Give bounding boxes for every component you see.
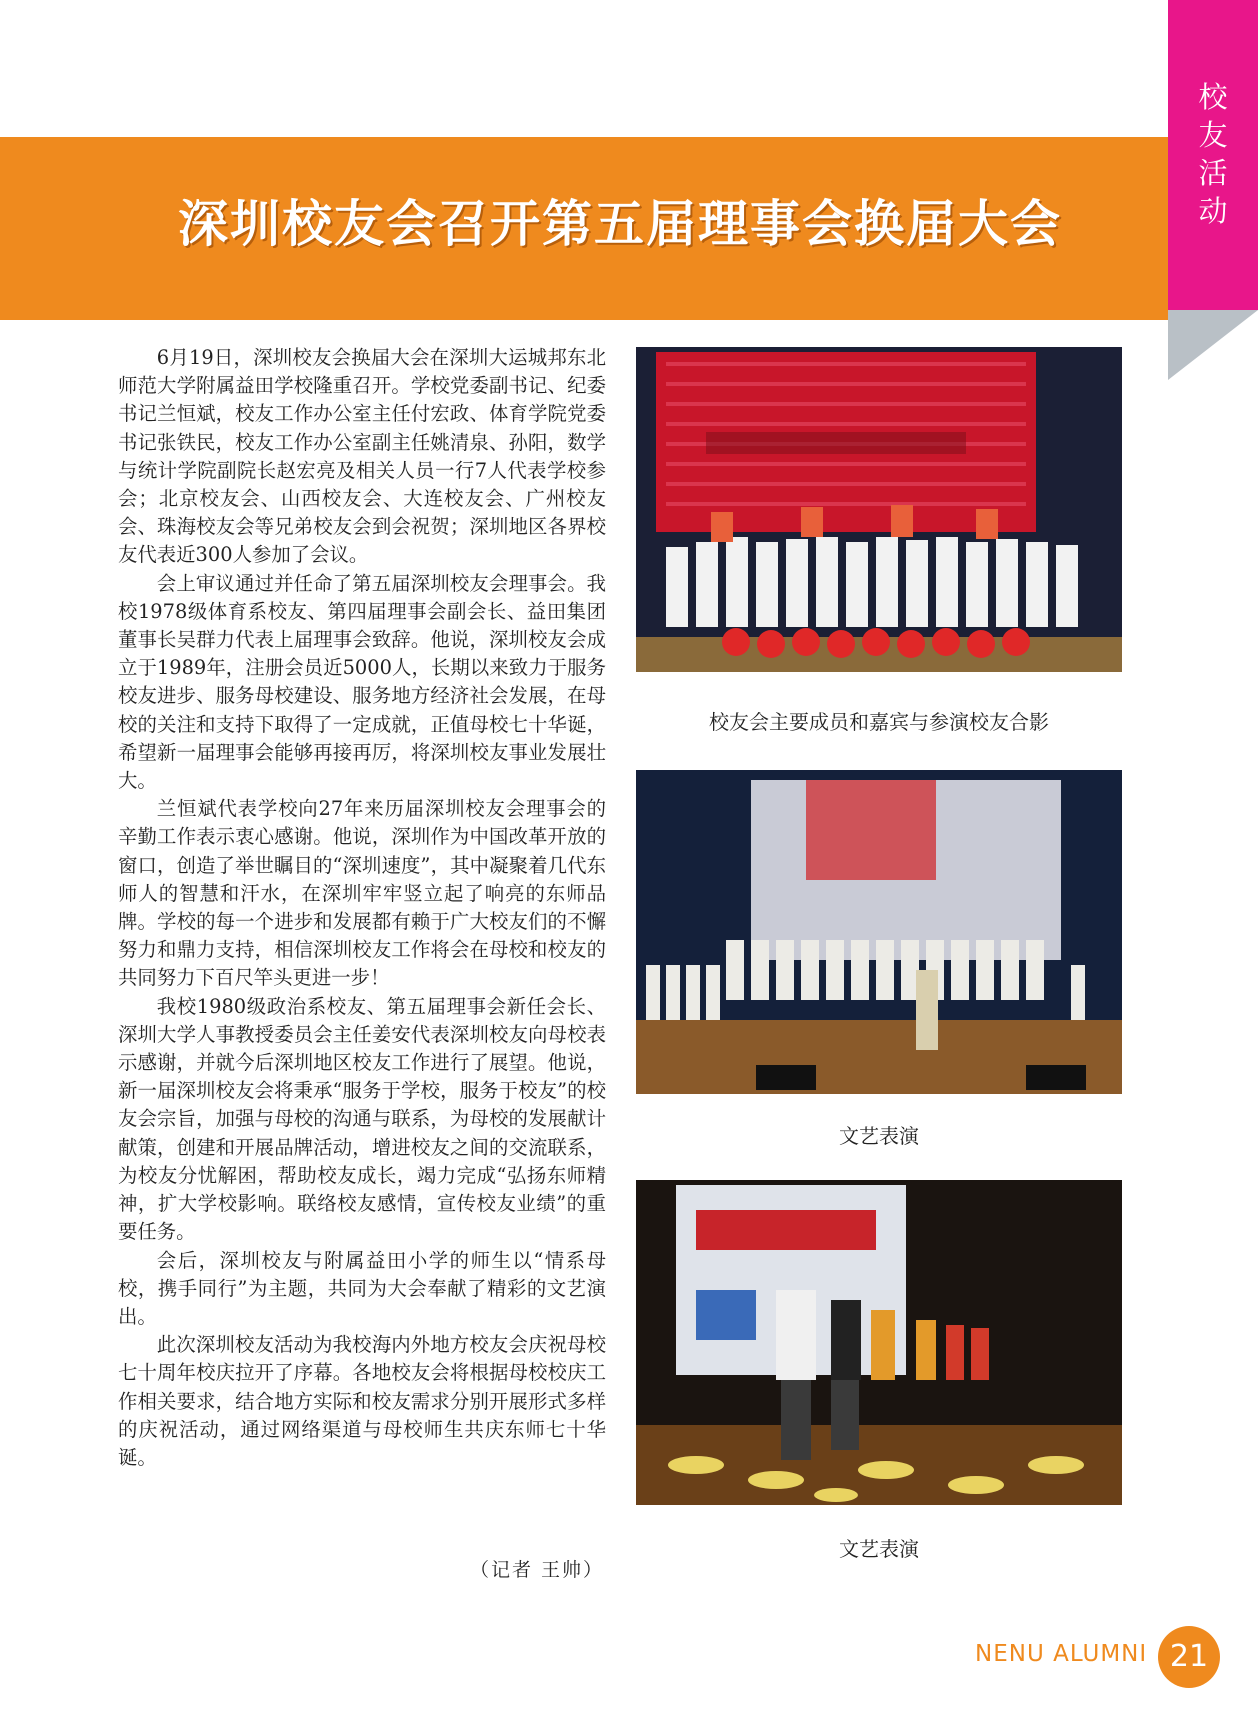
section-tab-fold [1168,310,1258,380]
section-tab-text: 校 友 活 动 [1198,80,1228,228]
article-body [118,344,606,1472]
paragraph: 此次深圳校友活动为我校海内外地方校友会庆祝母校七十周年校庆拉开了序幕。各地校友会将根据母校校庆工作相关要求，结合地方实际和校友需求分别开展形式多样的庆祝活动，通过网络渠道与母校师生共庆东师七十华诞。 [118,1333,606,1469]
paragraph: 会上审议通过并任命了第五届深圳校友会理事会。我校1978级体育系校友、第四届理事会副会长、益田集团董事长吴群力代表上届理事会致辞。他说，深圳校友会成立于1989年，注册会员近5000人，长期以来致力于服务校友进步、服务母校建设、服务地方经济社会发展，在母校的关注和支持下取得了一定成就，正值母校七十华诞，希望新一届理事会能够再接再厉，将深圳校友事业发展壮大。 [118,571,606,793]
paragraph: 我校1980级政治系校友、第五届理事会新任会长、深圳大学人事教授委员会主任姜安代表深圳校友向母校表示感谢，并就今后深圳地区校友工作进行了展望。他说，新一届深圳校友会将秉承“服务于学校，服务于校友”的校友会宗旨，加强与母校的沟通与联系，为母校的发展献计献策，创建和开展品牌活动，增进校友之间的交流联系，为校友分忧解困，帮助校友成长，竭力完成“弘扬东师精神，扩大学校影响。联络校友感情，宣传校友业绩”的重要任务。 [118,994,606,1244]
photo-caption: 校友会主要成员和嘉宾与参演校友合影 [709,710,1049,734]
page-number: 21 [1158,1626,1220,1688]
paragraph: 6月19日，深圳校友会换届大会在深圳大运城邦东北师范大学附属益田学校隆重召开。学校党委副书记、纪委书记兰恒斌，校友工作办公室主任付宏政、体育学院党委书记张铁民，校友工作办公室副主任姚清泉、孙阳，数学与统计学院副院长赵宏亮及相关人员一行7人代表学校参会；北京校友会、山西校友会、大连校友会、广州校友会、珠海校友会等兄弟校友会到会祝贺；深圳地区各界校友代表近300人参加了会议。 [118,346,606,567]
photo-caption: 文艺表演 [839,1124,919,1148]
article-title: 深圳校友会召开第五届理事会换届大会 [178,195,1062,253]
section-tab-label [1168,78,1258,230]
group-photo [636,347,1122,672]
byline: （记者 王帅） [470,1559,605,1581]
paragraph: 兰恒斌代表学校向27年来历届深圳校友会理事会的辛勤工作表示衷心感谢。他说，深圳作为中国改革开放的窗口，创造了举世瞩目的“深圳速度”，其中凝聚着几代东师人的智慧和汗水，在深圳牢牢竖立起了响亮的东师品牌。学校的每一个进步和发展都有赖于广大校友们的不懈努力和鼎力支持，相信深圳校友工作将会在母校和校友的共同努力下百尺竿头更进一步！ [118,797,606,990]
choir-photo [636,770,1122,1094]
magazine-name: NENU ALUMNI [975,1641,1148,1667]
paragraph: 会后，深圳校友与附属益田小学的师生以“情系母校，携手同行”为主题，共同为大会奉献了精彩的文艺演出。 [118,1248,606,1328]
singing-photo [636,1180,1122,1505]
photo-caption: 文艺表演 [839,1537,919,1561]
